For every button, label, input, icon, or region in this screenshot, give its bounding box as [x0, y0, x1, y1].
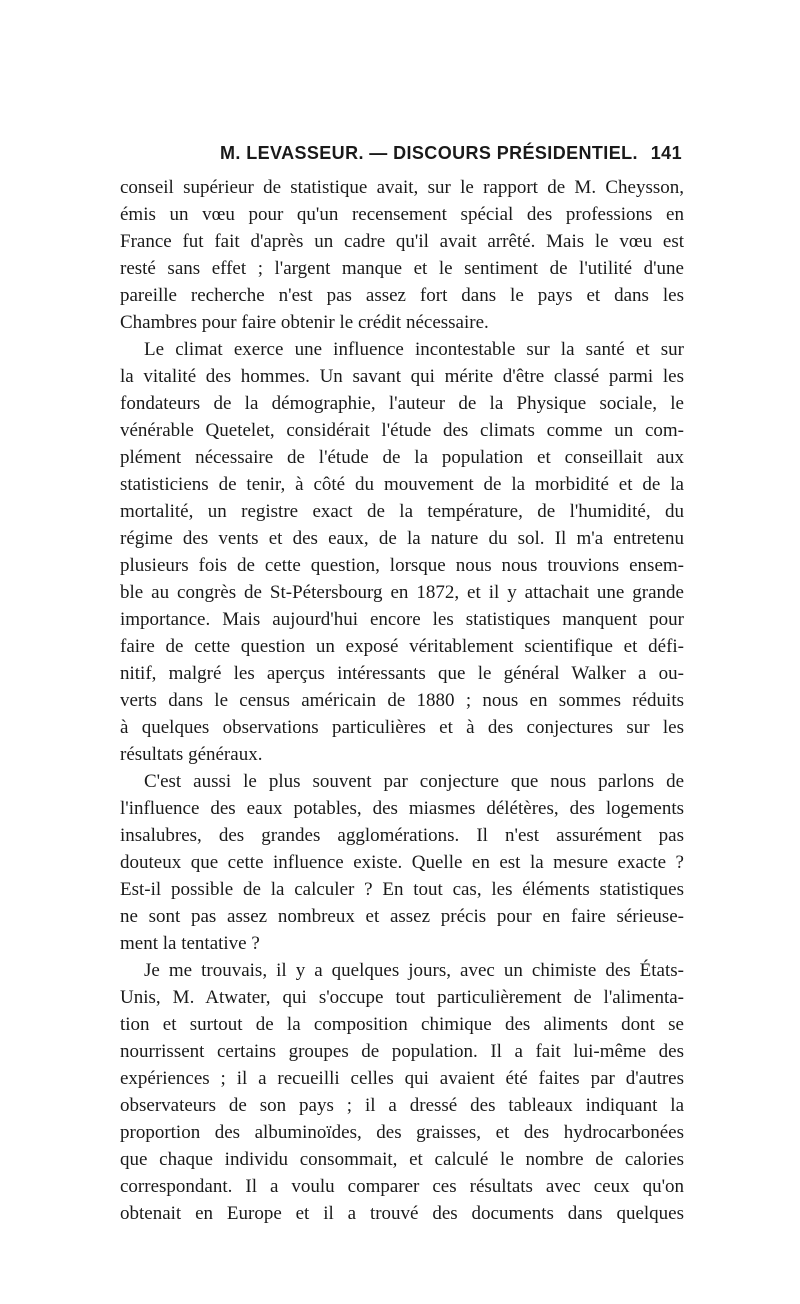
text-line: régime des vents et des eaux, de la nature du sol. Il m'a entretenu	[120, 528, 684, 549]
text-line: statisticiens de tenir, à côté du mouvement de la morbidité et de la	[120, 474, 684, 495]
running-title: M. LEVASSEUR. — DISCOURS PRÉSIDENTIEL.	[220, 143, 638, 163]
text-line: insalubres, des grandes agglomérations. Il n'est assurément pas	[120, 825, 684, 846]
text-line: France fut fait d'après un cadre qu'il avait arrêté. Mais le vœu est	[120, 231, 684, 252]
text-line: pareille recherche n'est pas assez fort dans le pays et dans les	[120, 285, 684, 306]
text-line: Chambres pour faire obtenir le crédit nécessaire.	[120, 312, 489, 333]
text-line: correspondant. Il a voulu comparer ces résultats avec ceux qu'on	[120, 1176, 684, 1197]
text-line: tion et surtout de la composition chimique des aliments dont se	[120, 1014, 684, 1035]
text-line: la vitalité des hommes. Un savant qui mérite d'être classé parmi les	[120, 366, 684, 387]
page-number: 141	[650, 143, 682, 163]
text-line: l'influence des eaux potables, des miasmes délétères, des logements	[120, 798, 684, 819]
text-line: verts dans le census américain de 1880 ; nous en sommes réduits	[120, 690, 684, 711]
body-text	[120, 174, 684, 1227]
paragraph-start: Le climat exerce une influence incontestable sur la santé et sur	[144, 339, 684, 360]
text-line: résultats généraux.	[120, 744, 263, 765]
running-head	[120, 143, 682, 173]
text-line: importance. Mais aujourd'hui encore les statistiques manquent pour	[120, 609, 684, 630]
text-line: ne sont pas assez nombreux et assez précis pour en faire sérieuse-	[120, 906, 684, 927]
text-line: ble au congrès de St-Pétersbourg en 1872, et il y attachait une grande	[120, 582, 684, 603]
text-line: nourrissent certains groupes de population. Il a fait lui-même des	[120, 1041, 684, 1062]
text-line: plément nécessaire de l'étude de la population et conseillait aux	[120, 447, 684, 468]
paragraph-start: C'est aussi le plus souvent par conjecture que nous parlons de	[144, 771, 684, 792]
text-line: ment la tentative ?	[120, 933, 260, 954]
text-line: Unis, M. Atwater, qui s'occupe tout particulièrement de l'alimenta-	[120, 987, 684, 1008]
text-line: vénérable Quetelet, considérait l'étude des climats comme un com-	[120, 420, 684, 441]
text-line: mortalité, un registre exact de la température, de l'humidité, du	[120, 501, 684, 522]
text-line: émis un vœu pour qu'un recensement spécial des professions en	[120, 204, 684, 225]
text-line: plusieurs fois de cette question, lorsque nous nous trouvions ensem-	[120, 555, 684, 576]
text-line: conseil supérieur de statistique avait, sur le rapport de M. Cheysson,	[120, 177, 684, 198]
text-line: expériences ; il a recueilli celles qui avaient été faites par d'autres	[120, 1068, 684, 1089]
text-line: proportion des albuminoïdes, des graisses, et des hydrocarbonées	[120, 1122, 684, 1143]
text-line: à quelques observations particulières et à des conjectures sur les	[120, 717, 684, 738]
text-line: faire de cette question un exposé véritablement scientifique et défi-	[120, 636, 684, 657]
text-line: nitif, malgré les aperçus intéressants que le général Walker a ou-	[120, 663, 684, 684]
text-line: Est-il possible de la calculer ? En tout cas, les éléments statistiques	[120, 879, 684, 900]
text-line: obtenait en Europe et il a trouvé des documents dans quelques	[120, 1203, 684, 1224]
text-line: resté sans effet ; l'argent manque et le sentiment de l'utilité d'une	[120, 258, 684, 279]
text-line: fondateurs de la démographie, l'auteur de la Physique sociale, le	[120, 393, 684, 414]
paragraph-start: Je me trouvais, il y a quelques jours, avec un chimiste des États-	[144, 960, 684, 981]
text-line: observateurs de son pays ; il a dressé des tableaux indiquant la	[120, 1095, 684, 1116]
text-line: que chaque individu consommait, et calculé le nombre de calories	[120, 1149, 684, 1170]
text-line: douteux que cette influence existe. Quelle en est la mesure exacte ?	[120, 852, 684, 873]
